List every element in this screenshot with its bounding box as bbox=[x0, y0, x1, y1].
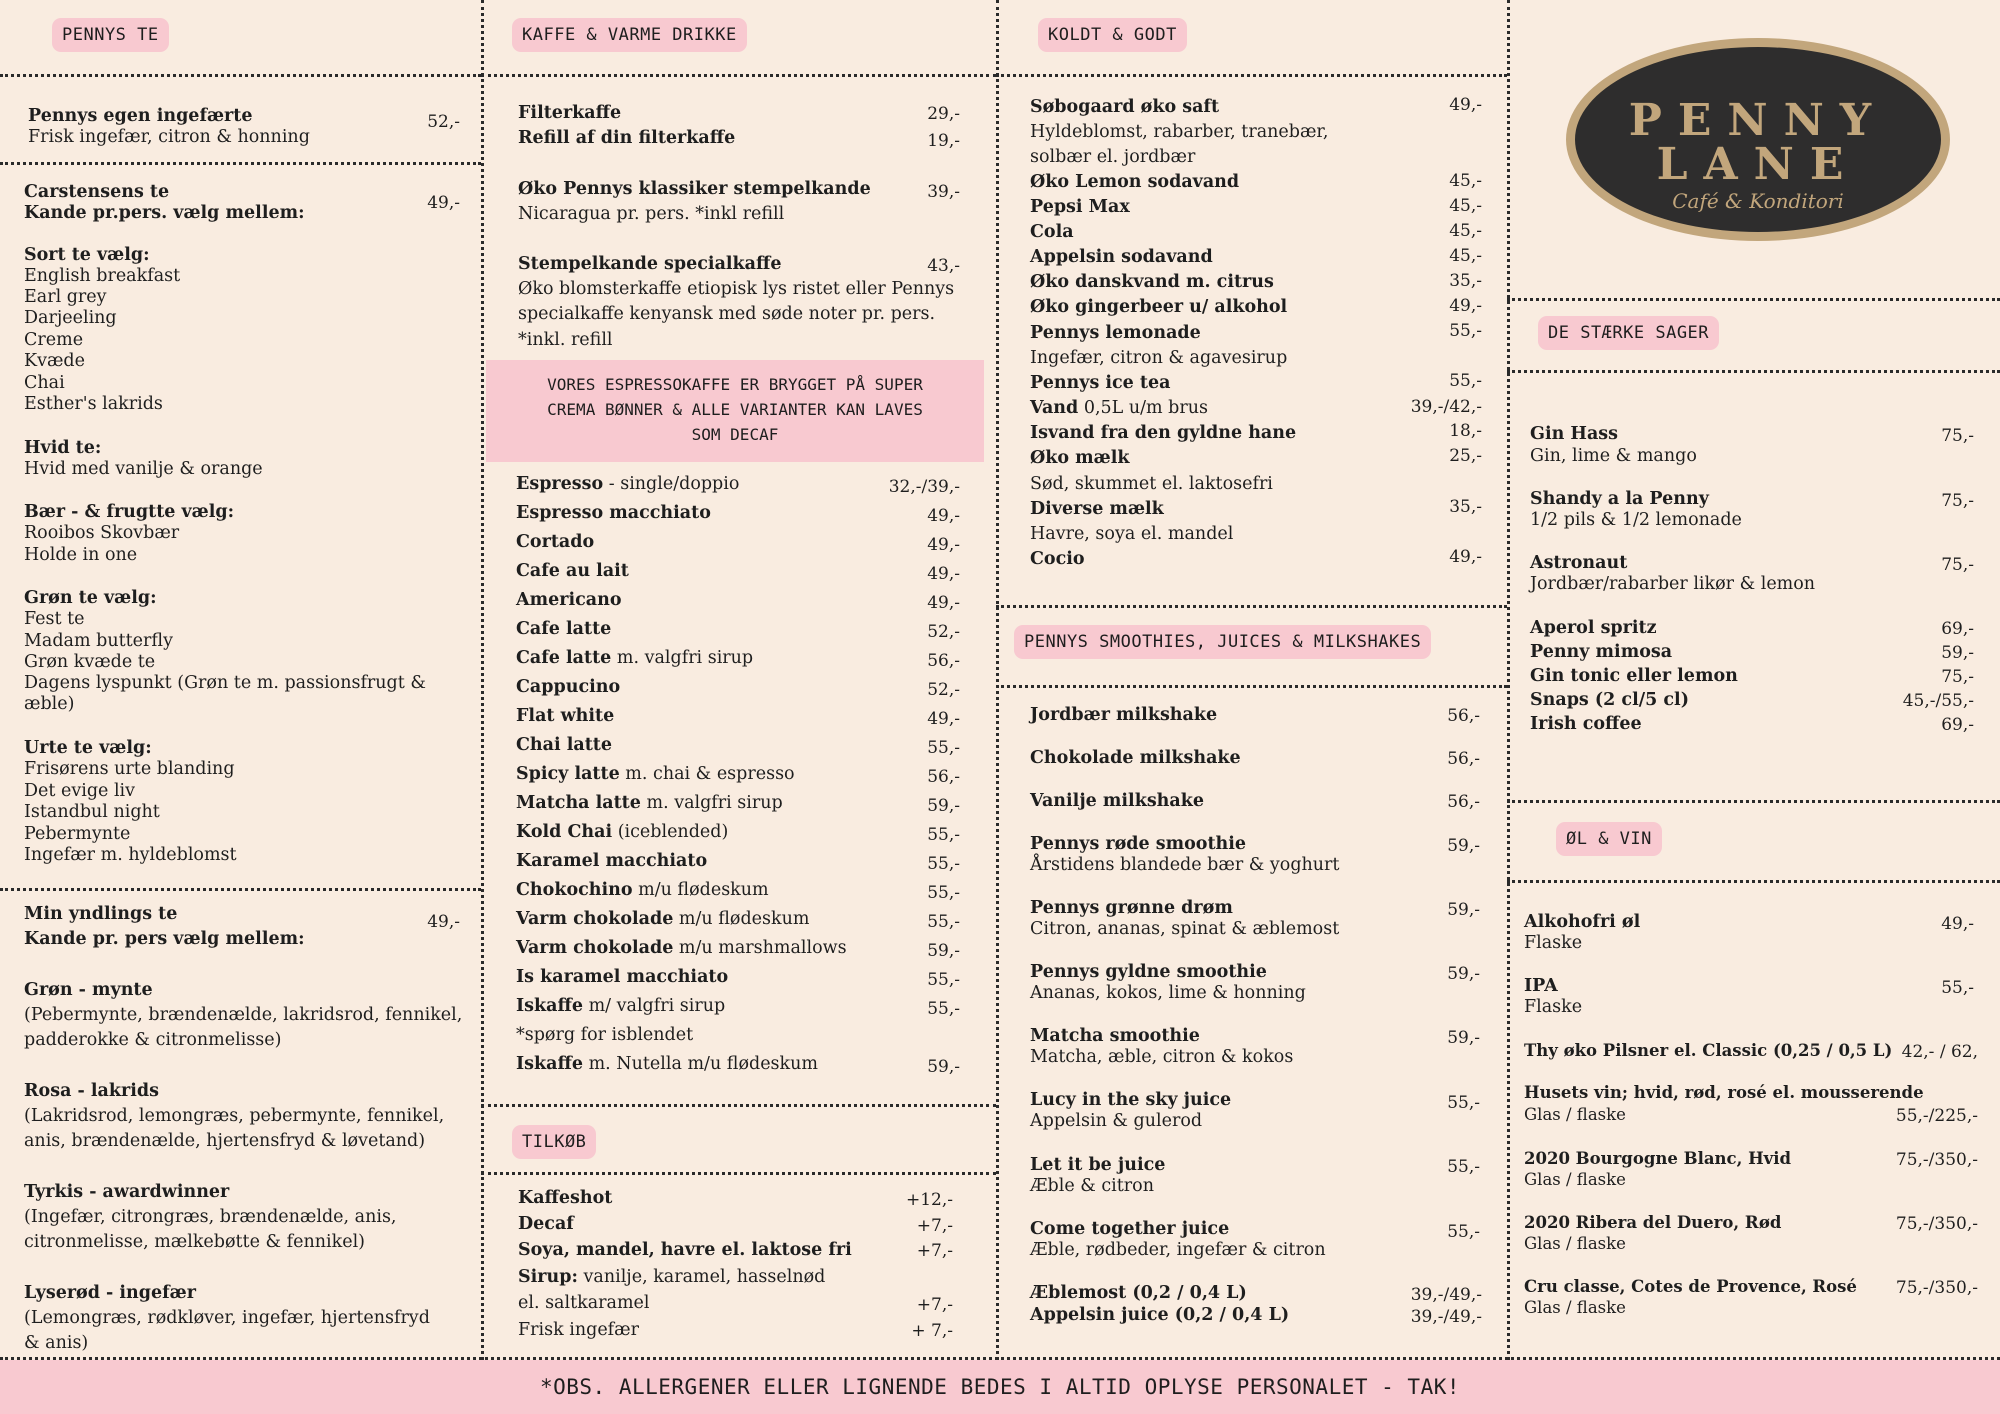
subsection-heading: Grøn te vælg: bbox=[24, 588, 157, 608]
item-name: Astronaut bbox=[1530, 553, 1628, 573]
drink-price: 49,- bbox=[927, 709, 960, 729]
addon-name: Frisk ingefær bbox=[518, 1320, 639, 1340]
item-name: Pennys grønne drøm bbox=[1030, 898, 1233, 918]
item-price: 55,- bbox=[1449, 321, 1482, 341]
item-name: Øko mælk bbox=[1030, 448, 1130, 468]
item-name: Jordbær milkshake bbox=[1030, 705, 1218, 725]
section-label-tilkob: TILKØB bbox=[512, 1125, 596, 1159]
item-name: Stempelkande specialkaffe bbox=[518, 254, 782, 274]
list-item: Chai bbox=[24, 373, 65, 393]
item-price: 75,-/350,- bbox=[1895, 1214, 1978, 1234]
list-item: Istandbul night bbox=[24, 802, 160, 822]
item-price: 19,- bbox=[927, 131, 960, 151]
item-price: 75,- bbox=[1941, 491, 1974, 511]
item-price: 49,- bbox=[1941, 914, 1974, 934]
item-name: Øko Lemon sodavand bbox=[1030, 172, 1240, 192]
section-divider bbox=[1507, 880, 2000, 883]
item-price: 18,- bbox=[1449, 421, 1482, 441]
item-description: Ingefær, citron & agavesirup bbox=[1030, 348, 1288, 368]
drink-price: 59,- bbox=[927, 941, 960, 961]
item-description: Flaske bbox=[1524, 933, 1583, 953]
item-price: 59,- bbox=[1941, 643, 1974, 663]
item-name: Min yndlings te bbox=[24, 904, 178, 924]
item-price: 56,- bbox=[1447, 792, 1480, 812]
item-price: 56,- bbox=[1447, 706, 1480, 726]
column-divider bbox=[996, 0, 999, 1360]
banner-line: SOM DECAF bbox=[691, 425, 779, 444]
tea-description: anis, brændenælde, hjertensfryd & løvetand) bbox=[24, 1131, 426, 1151]
tea-name: Rosa - lakrids bbox=[24, 1081, 159, 1101]
item-name: Chokolade milkshake bbox=[1030, 748, 1241, 768]
addon-name: Sirup: bbox=[518, 1267, 578, 1287]
tea-description: citronmelisse, mælkebøtte & fennikel) bbox=[24, 1232, 366, 1252]
list-item: Esther's lakrids bbox=[24, 394, 163, 414]
drink-name: Iskaffe bbox=[516, 1054, 584, 1074]
drink-name: Varm chokolade bbox=[516, 909, 674, 929]
item-name: Vanilje milkshake bbox=[1030, 791, 1205, 811]
item-description: Øko blomsterkaffe etiopisk lys ristet eller Pennys bbox=[518, 279, 955, 299]
item-price: 39,- bbox=[927, 182, 960, 202]
list-item: Fest te bbox=[24, 609, 85, 629]
drink-name: Chokochino bbox=[516, 880, 633, 900]
list-item: Dagens lyspunkt (Grøn te m. passionsfrugt & bbox=[24, 673, 426, 693]
addon-name: Soya, mandel, havre el. laktose fri bbox=[518, 1240, 852, 1260]
item-price: 45,- bbox=[1449, 221, 1482, 241]
item-price: 59,- bbox=[1447, 964, 1480, 984]
item-name: Øko danskvand m. citrus bbox=[1030, 272, 1274, 292]
item-description: Årstidens blandede bær & yoghurt bbox=[1030, 855, 1340, 875]
item-price: 45,-/55,- bbox=[1902, 691, 1974, 711]
list-item: Hvid med vanilje & orange bbox=[24, 459, 263, 479]
addon-price: +7,- bbox=[916, 1295, 953, 1315]
drink-variant: m/u marshmallows bbox=[673, 938, 847, 958]
drink-row bbox=[516, 590, 622, 611]
drink-price: 49,- bbox=[927, 593, 960, 613]
item-price: 25,- bbox=[1449, 446, 1482, 466]
item-price: 75,- bbox=[1941, 555, 1974, 575]
item-description: Matcha, æble, citron & kokos bbox=[1030, 1047, 1294, 1067]
section-divider bbox=[0, 888, 481, 891]
section-label-staerke: DE STÆRKE SAGER bbox=[1538, 316, 1719, 350]
item-price: 43,- bbox=[927, 256, 960, 276]
tea-name: Tyrkis - awardwinner bbox=[24, 1182, 230, 1202]
item-name: Penny mimosa bbox=[1530, 642, 1673, 662]
section-label-kaffe: KAFFE & VARME DRIKKE bbox=[512, 18, 747, 52]
list-item: Frisørens urte blanding bbox=[24, 759, 235, 779]
item-price: 55,- bbox=[1447, 1157, 1480, 1177]
item-price: 55,-/225,- bbox=[1895, 1106, 1978, 1126]
drink-price: 49,- bbox=[927, 564, 960, 584]
item-description: Nicaragua pr. pers. *inkl refill bbox=[518, 204, 785, 224]
item-name: Diverse mælk bbox=[1030, 499, 1164, 519]
drink-name: Karamel macchiato bbox=[516, 851, 708, 871]
section-divider bbox=[996, 74, 1507, 77]
item-price: 59,- bbox=[1447, 900, 1480, 920]
list-item: Kvæde bbox=[24, 351, 85, 371]
tea-description: (Pebermynte, brændenælde, lakridsrod, fennikel, bbox=[24, 1005, 463, 1025]
drink-row bbox=[516, 1054, 818, 1075]
item-name: Pennys lemonade bbox=[1030, 323, 1201, 343]
drink-price: 55,- bbox=[927, 825, 960, 845]
column-divider bbox=[481, 0, 484, 1360]
drink-row bbox=[516, 561, 629, 582]
item-price: 59,- bbox=[1447, 1028, 1480, 1048]
drink-price: 55,- bbox=[927, 883, 960, 903]
logo-tagline: Café & Konditori bbox=[1672, 189, 1844, 213]
drink-name: Cortado bbox=[516, 532, 595, 552]
list-item: Pebermynte bbox=[24, 824, 131, 844]
item-description: Ananas, kokos, lime & honning bbox=[1030, 983, 1306, 1003]
item-name: Let it be juice bbox=[1030, 1155, 1166, 1175]
item-price: 29,- bbox=[927, 104, 960, 124]
item-price: 75,- bbox=[1941, 426, 1974, 446]
item-name: Cola bbox=[1030, 222, 1074, 242]
item-row bbox=[1030, 398, 1208, 419]
item-description: Jordbær/rabarber likør & lemon bbox=[1530, 574, 1816, 594]
item-name: Aperol spritz bbox=[1530, 618, 1657, 638]
item-name: Thy øko Pilsner el. Classic (0,25 / 0,5 L) bbox=[1524, 1041, 1893, 1060]
item-description: *inkl. refill bbox=[518, 330, 613, 350]
drink-variant: m. Nutella m/u flødeskum bbox=[583, 1054, 819, 1074]
item-description: Glas / flaske bbox=[1524, 1105, 1626, 1124]
item-description: Glas / flaske bbox=[1524, 1234, 1626, 1253]
list-item: English breakfast bbox=[24, 266, 181, 286]
item-price: 49,- bbox=[1449, 95, 1482, 115]
item-price: 39,-/49,- bbox=[1410, 1307, 1482, 1327]
item-price: 39,-/49,- bbox=[1410, 1285, 1482, 1305]
drink-price: 55,- bbox=[927, 738, 960, 758]
section-divider bbox=[0, 74, 481, 77]
item-name: Øko Pennys klassiker stempelkande bbox=[518, 179, 871, 199]
drink-row bbox=[516, 793, 783, 814]
item-price: 75,- bbox=[1941, 667, 1974, 687]
tea-name: Grøn - mynte bbox=[24, 980, 153, 1000]
item-name: Appelsin sodavand bbox=[1030, 247, 1213, 267]
item-price: 45,- bbox=[1449, 171, 1482, 191]
drink-price: 55,- bbox=[927, 999, 960, 1019]
penny-lane-logo bbox=[1566, 38, 1950, 241]
list-item: Darjeeling bbox=[24, 308, 117, 328]
section-label-koldt: KOLDT & GODT bbox=[1038, 18, 1187, 52]
item-price: 55,- bbox=[1941, 978, 1974, 998]
item-name: Come together juice bbox=[1030, 1219, 1230, 1239]
item-description: 1/2 pils & 1/2 lemonade bbox=[1530, 510, 1742, 530]
drink-price: 55,- bbox=[927, 970, 960, 990]
item-description: solbær el. jordbær bbox=[1030, 147, 1196, 167]
item-price: 69,- bbox=[1941, 619, 1974, 639]
section-divider bbox=[481, 1172, 996, 1175]
drink-name: Cafe latte bbox=[516, 648, 612, 668]
list-item: Ingefær m. hyldeblomst bbox=[24, 845, 237, 865]
drink-row bbox=[516, 706, 614, 727]
section-label-ol-vin: ØL & VIN bbox=[1556, 822, 1662, 856]
drink-variant: m/u flødeskum bbox=[632, 880, 769, 900]
item-name: Appelsin juice (0,2 / 0,4 L) bbox=[1030, 1305, 1290, 1325]
item-name: 2020 Bourgogne Blanc, Hvid bbox=[1524, 1149, 1792, 1168]
drink-variant: m/ valgfri sirup bbox=[583, 996, 726, 1016]
tea-description: & anis) bbox=[24, 1333, 89, 1353]
item-name: Alkohofri øl bbox=[1524, 912, 1641, 932]
drink-name: Spicy latte bbox=[516, 764, 620, 784]
item-name: Snaps (2 cl/5 cl) bbox=[1530, 690, 1689, 710]
tea-description: padderokke & citronmelisse) bbox=[24, 1030, 282, 1050]
item-price: 55,- bbox=[1449, 371, 1482, 391]
addon-row bbox=[518, 1267, 825, 1288]
section-label-smoothies: PENNYS SMOOTHIES, JUICES & MILKSHAKES bbox=[1014, 625, 1431, 659]
section-divider bbox=[1507, 800, 2000, 803]
drink-row bbox=[516, 938, 847, 959]
drink-row bbox=[516, 909, 809, 930]
drink-name: Cafe latte bbox=[516, 619, 612, 639]
tea-description: (Ingefær, citrongræs, brændenælde, anis, bbox=[24, 1207, 397, 1227]
drink-name: Is karamel macchiato bbox=[516, 967, 729, 987]
item-description: Glas / flaske bbox=[1524, 1298, 1626, 1317]
allergen-notice: *OBS. ALLERGENER ELLER LIGNENDE BEDES I ALTID OPLYSE PERSONALET - TAK! bbox=[0, 1360, 2000, 1414]
item-variant: 0,5L u/m brus bbox=[1078, 398, 1209, 418]
item-name: Æblemost (0,2 / 0,4 L) bbox=[1030, 1283, 1247, 1303]
item-description: Citron, ananas, spinat & æblemost bbox=[1030, 919, 1340, 939]
drink-price: 49,- bbox=[927, 535, 960, 555]
drink-row bbox=[516, 764, 795, 785]
item-price: 56,- bbox=[1447, 749, 1480, 769]
item-price: 45,- bbox=[1449, 246, 1482, 266]
item-price: 52,- bbox=[427, 112, 460, 132]
item-description: Hyldeblomst, rabarber, tranebær, bbox=[1030, 122, 1329, 142]
drink-row bbox=[516, 648, 753, 669]
drink-row bbox=[516, 996, 725, 1017]
item-name: Husets vin; hvid, rød, rosé el. mousserende bbox=[1524, 1083, 1924, 1102]
item-name: Vand bbox=[1030, 398, 1079, 418]
section-divider bbox=[0, 162, 481, 165]
list-item: Grøn kvæde te bbox=[24, 652, 156, 672]
item-price: 59,- bbox=[1447, 836, 1480, 856]
column-divider bbox=[1507, 0, 1510, 1360]
item-name: IPA bbox=[1524, 976, 1558, 996]
item-description: Æble & citron bbox=[1030, 1176, 1154, 1196]
item-price: 49,- bbox=[1449, 296, 1482, 316]
item-description: Flaske bbox=[1524, 997, 1583, 1017]
logo-wordmark: PENNY bbox=[1628, 95, 1888, 146]
tea-description: (Lakridsrod, lemongræs, pebermynte, fennikel, bbox=[24, 1106, 445, 1126]
item-name: Pennys egen ingefærte bbox=[28, 106, 253, 126]
item-price: 45,- bbox=[1449, 196, 1482, 216]
section-divider bbox=[996, 605, 1507, 608]
addon-name: Kaffeshot bbox=[518, 1188, 613, 1208]
drink-variant: m. valgfri sirup bbox=[611, 648, 754, 668]
section-divider bbox=[481, 74, 996, 77]
list-item: Earl grey bbox=[24, 287, 107, 307]
addon-description: el. saltkaramel bbox=[518, 1293, 650, 1313]
drink-row bbox=[516, 474, 739, 495]
item-name: Pennys røde smoothie bbox=[1030, 834, 1247, 854]
drink-name: Flat white bbox=[516, 706, 615, 726]
addon-price: +7,- bbox=[916, 1216, 953, 1236]
item-name: Gin Hass bbox=[1530, 424, 1618, 444]
subsection-heading: Sort te vælg: bbox=[24, 245, 150, 265]
item-name: Refill af din filterkaffe bbox=[518, 128, 736, 148]
item-name: Cru classe, Cotes de Provence, Rosé bbox=[1524, 1277, 1857, 1296]
drink-name: Iskaffe bbox=[516, 996, 584, 1016]
item-description: specialkaffe kenyansk med søde noter pr. pers. bbox=[518, 304, 936, 324]
drink-row bbox=[516, 735, 612, 756]
tea-description: (Lemongræs, rødkløver, ingefær, hjertensfryd bbox=[24, 1308, 430, 1328]
drink-row bbox=[516, 822, 728, 843]
item-description: Havre, soya el. mandel bbox=[1030, 524, 1234, 544]
espresso-banner bbox=[486, 360, 984, 462]
drink-name: Matcha latte bbox=[516, 793, 641, 813]
list-item: Det evige liv bbox=[24, 781, 136, 801]
drink-row bbox=[516, 967, 728, 988]
item-name: Carstensens te bbox=[24, 182, 170, 202]
item-price: 49,- bbox=[427, 193, 460, 213]
drink-price: 52,- bbox=[927, 680, 960, 700]
item-description: Appelsin & gulerod bbox=[1030, 1111, 1203, 1131]
drink-row bbox=[516, 503, 711, 524]
item-price: 55,- bbox=[1447, 1222, 1480, 1242]
item-price: 42,- / 62, bbox=[1901, 1042, 1978, 1062]
subsection-heading: Hvid te: bbox=[24, 438, 102, 458]
item-price: 35,- bbox=[1449, 497, 1482, 517]
item-name: Filterkaffe bbox=[518, 103, 622, 123]
item-name: Pennys gyldne smoothie bbox=[1030, 962, 1267, 982]
subsection-heading: Urte te vælg: bbox=[24, 738, 152, 758]
drink-row bbox=[516, 677, 620, 698]
item-price: 35,- bbox=[1449, 271, 1482, 291]
list-item: Holde in one bbox=[24, 545, 138, 565]
item-description: Frisk ingefær, citron & honning bbox=[28, 127, 310, 147]
drink-variant: m. chai & espresso bbox=[619, 764, 795, 784]
list-item: Creme bbox=[24, 330, 84, 350]
subsection-heading: Bær - & frugtte vælg: bbox=[24, 502, 235, 522]
drink-price: 56,- bbox=[927, 651, 960, 671]
section-divider bbox=[1507, 298, 2000, 301]
drink-variant: - single/doppio bbox=[603, 474, 740, 494]
drink-name: Americano bbox=[516, 590, 622, 610]
section-divider bbox=[1507, 370, 2000, 373]
item-description: Gin, lime & mango bbox=[1530, 446, 1697, 466]
drink-row bbox=[516, 880, 769, 901]
drink-name: Espresso macchiato bbox=[516, 503, 711, 523]
item-name: Pepsi Max bbox=[1030, 197, 1130, 217]
drink-price: 32,-/39,- bbox=[888, 477, 960, 497]
drink-variant: m. valgfri sirup bbox=[640, 793, 783, 813]
tea-name: Lyserød - ingefær bbox=[24, 1283, 196, 1303]
item-price: 69,- bbox=[1941, 715, 1974, 735]
item-price: 39,-/42,- bbox=[1410, 397, 1482, 417]
drink-price: 55,- bbox=[927, 854, 960, 874]
item-name: Shandy a la Penny bbox=[1530, 489, 1709, 509]
drink-price: 49,- bbox=[927, 506, 960, 526]
drink-row bbox=[516, 532, 594, 553]
drink-name: Espresso bbox=[516, 474, 604, 494]
drink-variant: (iceblended) bbox=[612, 822, 729, 842]
item-price: 75,-/350,- bbox=[1895, 1150, 1978, 1170]
drink-name: Cafe au lait bbox=[516, 561, 629, 581]
drink-name: Chai latte bbox=[516, 735, 613, 755]
drink-name: Varm chokolade bbox=[516, 938, 674, 958]
item-name: Søbogaard øko saft bbox=[1030, 97, 1220, 117]
addon-description: vanilje, karamel, hasselnød bbox=[577, 1267, 826, 1287]
item-name: Cocio bbox=[1030, 549, 1085, 569]
item-price: 75,-/350,- bbox=[1895, 1278, 1978, 1298]
item-name: Kande pr. pers vælg mellem: bbox=[24, 929, 305, 949]
item-name: Lucy in the sky juice bbox=[1030, 1090, 1232, 1110]
drink-note: *spørg for isblendet bbox=[516, 1025, 694, 1045]
item-description: Sød, skummet el. laktosefri bbox=[1030, 474, 1273, 494]
drink-price: 56,- bbox=[927, 767, 960, 787]
list-item: Rooibos Skovbær bbox=[24, 523, 180, 543]
drink-name: Kold Chai bbox=[516, 822, 613, 842]
banner-line: CREMA BØNNER & ALLE VARIANTER KAN LAVES bbox=[547, 400, 923, 419]
item-name: Isvand fra den gyldne hane bbox=[1030, 423, 1297, 443]
item-name: Matcha smoothie bbox=[1030, 1026, 1200, 1046]
addon-price: +12,- bbox=[905, 1190, 953, 1210]
item-price: 49,- bbox=[427, 912, 460, 932]
drink-price: 55,- bbox=[927, 912, 960, 932]
drink-variant: m/u flødeskum bbox=[673, 909, 810, 929]
drink-price: 59,- bbox=[927, 796, 960, 816]
item-price: 49,- bbox=[1449, 547, 1482, 567]
drink-row bbox=[516, 851, 707, 872]
drink-price: 52,- bbox=[927, 622, 960, 642]
list-item: Madam butterfly bbox=[24, 631, 173, 651]
list-item: æble) bbox=[24, 694, 75, 714]
section-divider bbox=[481, 1104, 996, 1107]
addon-name: Decaf bbox=[518, 1214, 574, 1234]
item-name: Øko gingerbeer u/ alkohol bbox=[1030, 297, 1288, 317]
drink-name: Cappucino bbox=[516, 677, 621, 697]
drink-row bbox=[516, 619, 611, 640]
item-name: Irish coffee bbox=[1530, 714, 1642, 734]
addon-price: +7,- bbox=[916, 1241, 953, 1261]
item-name: Pennys ice tea bbox=[1030, 373, 1171, 393]
section-label-pennys-te: PENNYS TE bbox=[52, 18, 169, 52]
section-divider bbox=[996, 685, 1507, 688]
logo-wordmark: LANE bbox=[1656, 139, 1860, 190]
item-name: Kande pr.pers. vælg mellem: bbox=[24, 203, 305, 223]
item-description: Glas / flaske bbox=[1524, 1170, 1626, 1189]
item-name: 2020 Ribera del Duero, Rød bbox=[1524, 1213, 1782, 1232]
item-price: 55,- bbox=[1447, 1093, 1480, 1113]
item-description: Æble, rødbeder, ingefær & citron bbox=[1030, 1240, 1326, 1260]
banner-line: VORES ESPRESSOKAFFE ER BRYGGET PÅ SUPER bbox=[547, 375, 923, 394]
item-name: Gin tonic eller lemon bbox=[1530, 666, 1738, 686]
drink-price: 59,- bbox=[927, 1057, 960, 1077]
addon-price: + 7,- bbox=[911, 1321, 953, 1341]
